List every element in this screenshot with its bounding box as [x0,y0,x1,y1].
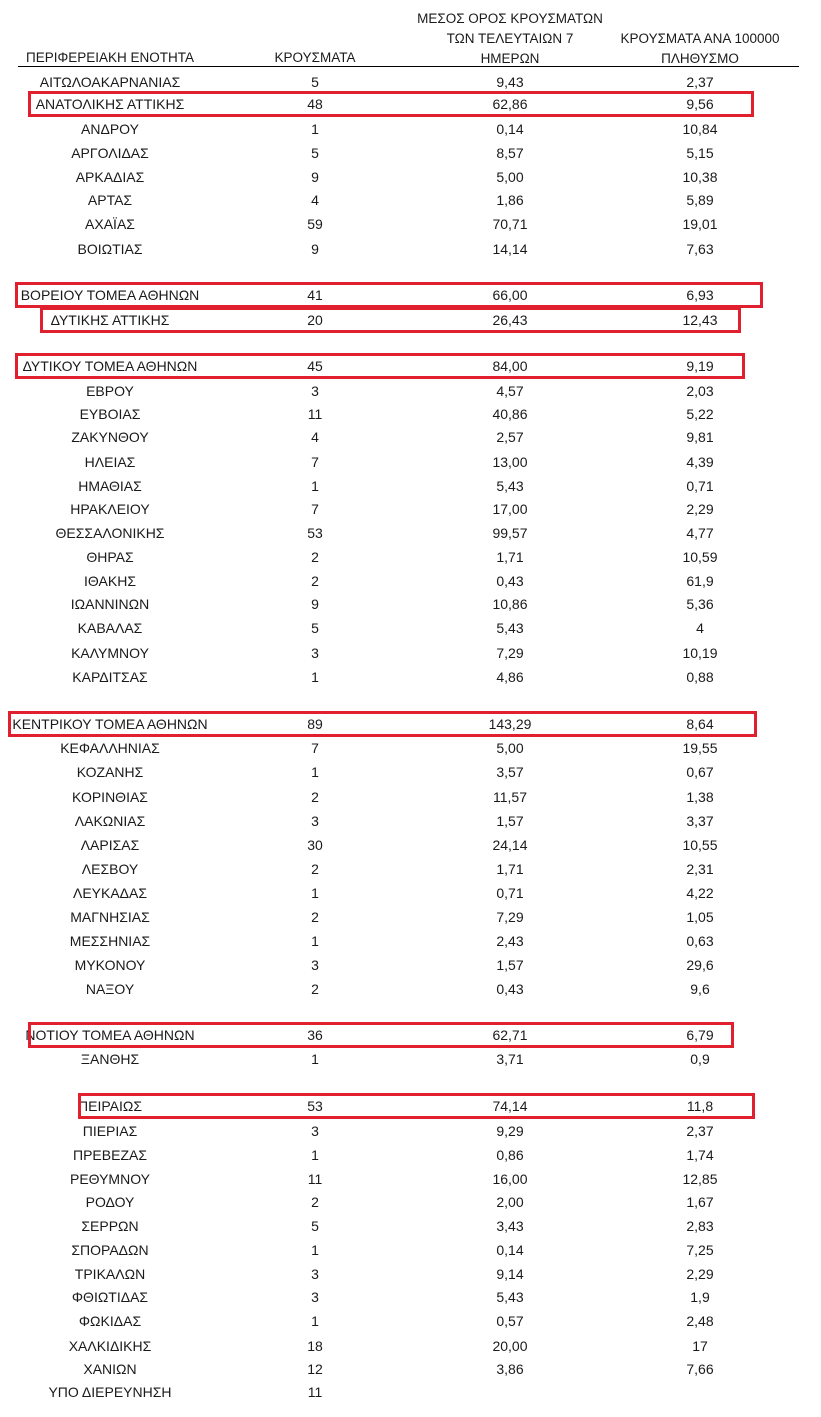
table-row [0,1264,821,1284]
cell-cases: 59 [307,216,323,232]
cell-avg7: 3,43 [496,1218,524,1234]
cell-cases: 2 [311,573,319,589]
cell-cases: 5 [311,620,319,636]
cell-region: ΡΟΔΟΥ [85,1194,135,1210]
cell-per100k: 61,9 [686,573,714,589]
cell-per100k: 9,19 [686,358,714,374]
cell-avg7: 13,00 [492,454,528,470]
table-row [0,72,821,92]
cell-per100k: 2,37 [686,1123,714,1139]
header-avg7 [395,9,625,69]
cell-per100k: 2,83 [686,1218,714,1234]
table-row [0,214,821,234]
highlight-box [28,91,754,117]
cell-region: ΚΕΦΑΛΛΗΝΙΑΣ [60,740,160,756]
cell-per100k: 5,22 [686,406,714,422]
cell-region: ΑΝΔΡΟΥ [81,121,139,137]
table-row [0,1216,821,1236]
cell-cases: 5 [311,74,319,90]
cell-per100k: 29,6 [686,957,714,973]
cell-region: ΠΙΕΡΙΑΣ [82,1123,138,1139]
cell-avg7: 7,29 [496,909,524,925]
cell-per100k: 7,25 [686,1242,714,1258]
cell-per100k: 10,59 [682,549,718,565]
cell-region: ΗΜΑΘΙΑΣ [78,478,142,494]
cell-avg7: 74,14 [492,1098,528,1114]
table-row [0,738,821,758]
cell-region: ΘΕΣΣΑΛΟΝΙΚΗΣ [55,525,165,541]
cell-avg7: 99,57 [492,525,528,541]
cell-region: ΧΑΝΙΩΝ [83,1361,137,1377]
cell-cases: 5 [311,145,319,161]
cell-per100k: 6,79 [686,1027,714,1043]
cell-avg7: 62,71 [492,1027,528,1043]
cell-cases: 3 [311,813,319,829]
table-row [0,1240,821,1260]
table-row [0,859,821,879]
cell-cases: 1 [311,1147,319,1163]
table-row [0,547,821,567]
cell-avg7: 0,57 [496,1313,524,1329]
cell-region: ΚΕΝΤΡΙΚΟΥ ΤΟΜΕΑ ΑΘΗΝΩΝ [12,716,208,732]
header-avg7-line3: ΗΜΕΡΩΝ [480,51,540,66]
table-row [0,1049,821,1069]
cell-per100k: 1,74 [686,1147,714,1163]
table-row [0,883,821,903]
cell-region: ΙΘΑΚΗΣ [84,573,136,589]
cell-avg7: 2,00 [496,1194,524,1210]
table-row [0,1311,821,1331]
cell-region: ΕΥΒΟΙΑΣ [79,406,141,422]
cell-avg7: 0,86 [496,1147,524,1163]
table-row [0,667,821,687]
cell-per100k: 9,56 [686,96,714,112]
cell-cases: 4 [311,429,319,445]
cell-region: ΥΠΟ ΔΙΕΡΕΥΝΗΣΗ [48,1384,172,1400]
table-row [0,404,821,424]
cell-region: ΙΩΑΝΝΙΝΩΝ [70,596,150,612]
table-row [0,1169,821,1189]
cell-avg7: 3,86 [496,1361,524,1377]
table-row [0,1336,821,1356]
cell-avg7: 0,43 [496,573,524,589]
cell-per100k: 2,03 [686,383,714,399]
table-row [0,190,821,210]
cell-region: ΠΡΕΒΕΖΑΣ [72,1147,147,1163]
cell-per100k: 7,63 [686,241,714,257]
cell-cases: 1 [311,478,319,494]
cell-region: ΑΡΤΑΣ [87,192,133,208]
cell-cases: 3 [311,1266,319,1282]
header-cases: ΚΡΟΥΣΜΑΤΑ [274,50,356,65]
cell-per100k: 1,9 [690,1289,710,1305]
cell-cases: 30 [307,837,323,853]
cell-per100k: 0,63 [686,933,714,949]
cell-region: ΚΑΡΔΙΤΣΑΣ [72,669,148,685]
highlight-box [15,282,763,308]
cell-cases: 2 [311,909,319,925]
table-row [0,381,821,401]
cell-cases: 2 [311,861,319,877]
cell-per100k: 2,29 [686,1266,714,1282]
cell-region: ΚΑΛΥΜΝΟΥ [71,645,149,661]
cell-region: ΗΛΕΙΑΣ [84,454,136,470]
cell-cases: 9 [311,241,319,257]
cell-region: ΔΥΤΙΚΗΣ ΑΤΤΙΚΗΣ [50,312,170,328]
highlight-box [40,307,741,333]
cell-cases: 89 [307,716,323,732]
table-row [0,931,821,951]
cell-avg7: 0,14 [496,121,524,137]
cell-cases: 1 [311,933,319,949]
cell-per100k: 17 [692,1338,708,1354]
cell-cases: 20 [307,312,323,328]
cell-avg7: 24,14 [492,837,528,853]
cell-region: ΚΟΡΙΝΘΙΑΣ [72,789,148,805]
cell-avg7: 9,14 [496,1266,524,1282]
cell-cases: 4 [311,192,319,208]
cell-avg7: 0,71 [496,885,524,901]
cell-per100k: 10,38 [682,169,718,185]
cell-avg7: 7,29 [496,645,524,661]
cell-cases: 41 [307,287,323,303]
cell-per100k: 19,55 [682,740,718,756]
table-row [0,643,821,663]
cell-cases: 3 [311,957,319,973]
cell-avg7: 1,57 [496,813,524,829]
cell-avg7: 9,29 [496,1123,524,1139]
cell-avg7: 5,00 [496,740,524,756]
table-row [0,1382,821,1402]
header-per100k [595,29,805,69]
header-avg7-line1: ΜΕΣΟΣ ΟΡΟΣ ΚΡΟΥΣΜΑΤΩΝ [417,11,603,26]
cell-per100k: 12,85 [682,1171,718,1187]
cell-per100k: 8,64 [686,716,714,732]
cell-region: ΜΑΓΝΗΣΙΑΣ [70,909,150,925]
cell-region: ΚΑΒΑΛΑΣ [77,620,143,636]
table-row [0,762,821,782]
cell-avg7: 4,57 [496,383,524,399]
cell-region: ΦΘΙΩΤΙΔΑΣ [71,1289,149,1305]
table-row [0,452,821,472]
cell-region: ΛΑΡΙΣΑΣ [80,837,140,853]
cell-per100k: 9,81 [686,429,714,445]
cell-region: ΝΟΤΙΟΥ ΤΟΜΕΑ ΑΘΗΝΩΝ [25,1027,195,1043]
header-per100k-line2: ΠΛΗΘΥΣΜΟ [661,51,739,66]
table-row [0,1192,821,1212]
cell-cases: 1 [311,669,319,685]
cell-region: ΧΑΛΚΙΔΙΚΗΣ [68,1338,152,1354]
cell-cases: 7 [311,454,319,470]
cell-avg7: 2,57 [496,429,524,445]
cell-region: ΣΠΟΡΑΔΩΝ [71,1242,149,1258]
cell-region: ΡΕΘΥΜΝΟΥ [69,1171,150,1187]
cell-cases: 3 [311,645,319,661]
table-row [0,239,821,259]
cell-avg7: 26,43 [492,312,528,328]
table-row [0,1287,821,1307]
table-row [0,835,821,855]
cell-cases: 1 [311,1242,319,1258]
cell-cases: 18 [307,1338,323,1354]
cell-region: ΦΩΚΙΔΑΣ [78,1313,142,1329]
cell-per100k: 19,01 [682,216,718,232]
cell-cases: 2 [311,981,319,997]
cell-per100k: 0,71 [686,478,714,494]
cell-region: ΑΙΤΩΛΟΑΚΑΡΝΑΝΙΑΣ [39,74,181,90]
cell-per100k: 5,36 [686,596,714,612]
cell-region: ΚΟΖΑΝΗΣ [76,764,144,780]
cell-cases: 3 [311,1289,319,1305]
cell-avg7: 9,43 [496,74,524,90]
cell-cases: 53 [307,525,323,541]
cell-avg7: 4,86 [496,669,524,685]
cell-per100k: 1,38 [686,789,714,805]
cell-cases: 2 [311,1194,319,1210]
table-row [0,907,821,927]
cell-region: ΘΗΡΑΣ [86,549,134,565]
cell-per100k: 3,37 [686,813,714,829]
cell-avg7: 143,29 [488,716,532,732]
table-row [0,787,821,807]
cell-region: ΑΝΑΤΟΛΙΚΗΣ ΑΤΤΙΚΗΣ [35,96,185,112]
header-avg7-line2: ΤΩΝ ΤΕΛΕΥΤΑΙΩΝ 7 [446,31,574,46]
table-row [0,523,821,543]
cell-region: ΜΕΣΣΗΝΙΑΣ [69,933,151,949]
cell-cases: 5 [311,1218,319,1234]
cell-cases: 11 [307,406,323,422]
cell-avg7: 1,71 [496,861,524,877]
cell-region: ΣΕΡΡΩΝ [81,1218,139,1234]
cell-per100k: 12,43 [682,312,718,328]
cell-per100k: 4,39 [686,454,714,470]
table-row [0,167,821,187]
table-row [0,1359,821,1379]
cell-cases: 12 [307,1361,323,1377]
cell-avg7: 1,71 [496,549,524,565]
cell-per100k: 2,37 [686,74,714,90]
cell-avg7: 10,86 [492,596,528,612]
cell-avg7: 0,43 [496,981,524,997]
cell-per100k: 4 [696,620,704,636]
cell-region: ΔΥΤΙΚΟΥ ΤΟΜΕΑ ΑΘΗΝΩΝ [22,358,198,374]
cell-per100k: 9,6 [690,981,710,997]
table-row [0,979,821,999]
cell-avg7: 1,86 [496,192,524,208]
cell-cases: 11 [307,1171,323,1187]
cell-per100k: 5,89 [686,192,714,208]
cell-avg7: 66,00 [492,287,528,303]
cell-avg7: 5,00 [496,169,524,185]
cell-region: ΖΑΚΥΝΘΟΥ [71,429,149,445]
cell-avg7: 16,00 [492,1171,528,1187]
cell-avg7: 17,00 [492,501,528,517]
cell-region: ΑΧΑΪΑΣ [85,216,135,232]
cell-cases: 53 [307,1098,323,1114]
cell-per100k: 0,9 [690,1051,710,1067]
cell-per100k: 4,77 [686,525,714,541]
cell-per100k: 0,67 [686,764,714,780]
cell-cases: 2 [311,789,319,805]
cell-avg7: 1,57 [496,957,524,973]
cell-region: ΒΟΙΩΤΙΑΣ [77,241,143,257]
cell-per100k: 6,93 [686,287,714,303]
cell-avg7: 40,86 [492,406,528,422]
cell-region: ΠΕΙΡΑΙΩΣ [78,1098,142,1114]
cell-region: ΜΥΚΟΝΟΥ [74,957,146,973]
cell-avg7: 2,43 [496,933,524,949]
highlight-box [8,711,757,737]
cell-region: ΛΕΣΒΟΥ [81,861,139,877]
table-row [0,143,821,163]
cell-avg7: 14,14 [492,241,528,257]
cell-avg7: 84,00 [492,358,528,374]
table-row [0,955,821,975]
cell-cases: 7 [311,501,319,517]
cell-avg7: 3,71 [496,1051,524,1067]
cell-region: ΤΡΙΚΑΛΩΝ [74,1266,146,1282]
cell-cases: 36 [307,1027,323,1043]
cell-per100k: 4,22 [686,885,714,901]
cell-cases: 3 [311,1123,319,1139]
cell-per100k: 1,05 [686,909,714,925]
cell-avg7: 62,86 [492,96,528,112]
cell-avg7: 5,43 [496,620,524,636]
cell-cases: 9 [311,169,319,185]
cell-per100k: 2,29 [686,501,714,517]
cell-avg7: 5,43 [496,478,524,494]
cell-cases: 1 [311,121,319,137]
highlight-box [28,1022,734,1048]
cell-per100k: 5,15 [686,145,714,161]
cell-cases: 1 [311,1313,319,1329]
cell-per100k: 10,55 [682,837,718,853]
cell-per100k: 10,84 [682,121,718,137]
table-row [0,594,821,614]
cell-avg7: 11,57 [493,789,527,805]
cell-per100k: 2,31 [686,861,714,877]
cell-per100k: 1,67 [686,1194,714,1210]
cell-cases: 1 [311,885,319,901]
highlight-box [15,353,745,379]
table-row [0,476,821,496]
cell-region: ΑΡΚΑΔΙΑΣ [75,169,145,185]
cell-per100k: 11,8 [686,1098,714,1114]
cell-region: ΛΑΚΩΝΙΑΣ [74,813,146,829]
table-row [0,499,821,519]
cell-cases: 48 [307,96,323,112]
cell-cases: 1 [311,1051,319,1067]
cell-region: ΑΡΓΟΛΙΔΑΣ [71,145,149,161]
cell-cases: 7 [311,740,319,756]
table-row [0,427,821,447]
cell-region: ΞΑΝΘΗΣ [80,1051,140,1067]
cell-cases: 45 [307,358,323,374]
table-row [0,1145,821,1165]
header-per100k-line1: ΚΡΟΥΣΜΑΤΑ ΑΝΑ 100000 [620,31,780,46]
cell-cases: 3 [311,383,319,399]
cell-avg7: 8,57 [496,145,524,161]
table-row [0,618,821,638]
cell-avg7: 3,57 [496,764,524,780]
highlight-box [78,1093,755,1119]
cell-cases: 1 [311,764,319,780]
cell-avg7: 5,43 [496,1289,524,1305]
cell-cases: 2 [311,549,319,565]
cell-per100k: 2,48 [686,1313,714,1329]
cell-cases: 9 [311,596,319,612]
cell-avg7: 70,71 [492,216,528,232]
cell-region: ΗΡΑΚΛΕΙΟΥ [70,501,150,517]
table-row [0,1121,821,1141]
cell-cases: 11 [307,1384,323,1400]
cell-avg7: 0,14 [496,1242,524,1258]
header-rule [18,66,799,67]
cell-region: ΕΒΡΟΥ [86,383,134,399]
cell-region: ΝΑΞΟΥ [85,981,135,997]
cell-region: ΒΟΡΕΙΟΥ ΤΟΜΕΑ ΑΘΗΝΩΝ [20,287,200,303]
table-row [0,119,821,139]
cell-region: ΛΕΥΚΑΔΑΣ [72,885,148,901]
table-row [0,571,821,591]
table-row [0,811,821,831]
header-region: ΠΕΡΙΦΕΡΕΙΑΚΗ ΕΝΟΤΗΤΑ [25,50,195,65]
cell-avg7: 20,00 [492,1338,528,1354]
cell-per100k: 7,66 [686,1361,714,1377]
cell-per100k: 10,19 [682,645,718,661]
cell-per100k: 0,88 [686,669,714,685]
